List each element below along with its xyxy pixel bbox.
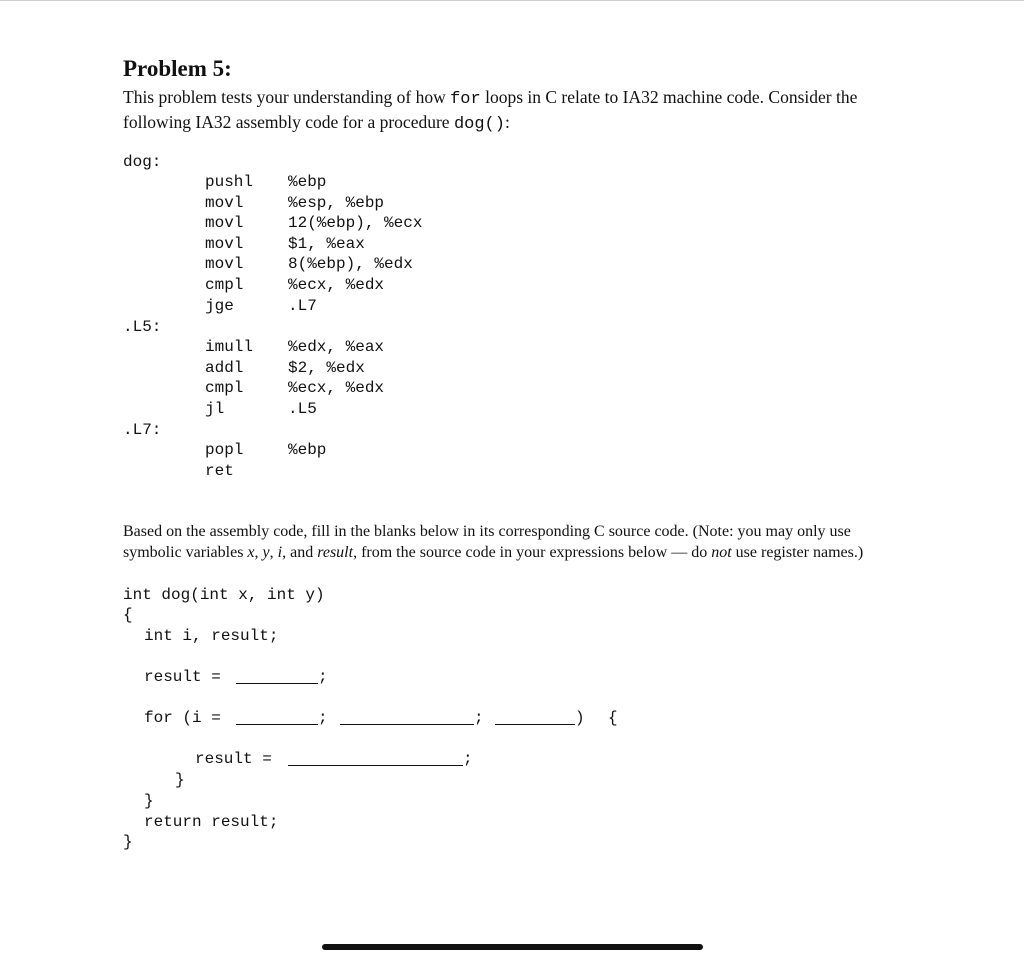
blank-result-init[interactable] bbox=[236, 683, 318, 684]
asm-arg: %ebp bbox=[288, 441, 327, 459]
problem-title: Problem 5: bbox=[123, 56, 232, 81]
semicolon: ; bbox=[463, 750, 473, 768]
top-divider bbox=[0, 0, 1024, 1]
intro-paragraph bbox=[123, 86, 943, 136]
asm-op: cmpl bbox=[205, 276, 244, 294]
asm-op: movl bbox=[205, 235, 244, 253]
blank-loop-body[interactable] bbox=[288, 765, 463, 766]
asm-op: movl bbox=[205, 255, 244, 273]
asm-arg: $1, %eax bbox=[288, 235, 365, 253]
for-paren-close: ) bbox=[575, 709, 585, 727]
open-brace: { bbox=[123, 606, 133, 624]
intro-text: loops in C relate to IA32 machine code. Consider the bbox=[480, 87, 858, 107]
asm-op: cmpl bbox=[205, 379, 244, 397]
note-text: symbolic variables bbox=[123, 544, 248, 561]
intro-text: : bbox=[504, 112, 510, 132]
asm-arg: %esp, %ebp bbox=[288, 194, 385, 212]
note-separator: , bbox=[269, 544, 278, 561]
semicolon: ; bbox=[318, 709, 328, 727]
result-init-label: result = bbox=[144, 668, 221, 686]
asm-op: movl bbox=[205, 214, 244, 232]
intro-text: This problem tests your understanding of how bbox=[123, 87, 451, 107]
asm-op: pushl bbox=[205, 173, 254, 191]
function-signature: int dog(int x, int y) bbox=[123, 586, 325, 604]
asm-label-l5: .L5: bbox=[123, 318, 162, 336]
note-separator: , bbox=[254, 544, 263, 561]
var-i: i bbox=[277, 544, 283, 561]
asm-arg: %ecx, %edx bbox=[288, 379, 385, 397]
home-indicator-bar[interactable] bbox=[322, 944, 703, 950]
asm-arg: $2, %edx bbox=[288, 359, 365, 377]
asm-label-dog: dog: bbox=[123, 153, 162, 171]
blank-for-update[interactable] bbox=[495, 724, 575, 725]
asm-op: movl bbox=[205, 194, 244, 212]
inner-close-brace: } bbox=[175, 771, 185, 789]
var-y: y bbox=[262, 544, 270, 561]
var-result: result bbox=[317, 544, 354, 561]
intro-code-for: for bbox=[450, 90, 481, 109]
semicolon: ; bbox=[318, 668, 328, 686]
asm-label-l7: .L7: bbox=[123, 421, 162, 439]
loop-body-label: result = bbox=[195, 750, 272, 768]
blank-for-init[interactable] bbox=[236, 724, 318, 725]
for-open-brace: { bbox=[608, 709, 618, 727]
note-text: Based on the assembly code, fill in the blanks below in its corresponding C source code. (Note: you may only use bbox=[123, 523, 851, 540]
return-statement: return result; bbox=[144, 813, 279, 831]
variable-declaration: int i, result; bbox=[144, 627, 279, 645]
asm-op: jge bbox=[205, 297, 234, 315]
var-x: x bbox=[247, 544, 255, 561]
asm-op: popl bbox=[205, 441, 244, 459]
intro-code-dog: dog() bbox=[453, 115, 505, 134]
asm-op: jl bbox=[205, 400, 225, 418]
asm-op: imull bbox=[205, 338, 254, 356]
note-text: , from the source code in your expressions below — do bbox=[353, 544, 712, 561]
asm-arg: .L7 bbox=[288, 297, 317, 315]
instructions-note bbox=[123, 521, 943, 563]
intro-text: following IA32 assembly code for a procedure bbox=[123, 112, 454, 132]
note-text: use register names.) bbox=[731, 544, 864, 561]
asm-op: addl bbox=[205, 359, 244, 377]
asm-arg: %ecx, %edx bbox=[288, 276, 385, 294]
blank-for-condition[interactable] bbox=[340, 724, 474, 725]
asm-arg: %edx, %eax bbox=[288, 338, 385, 356]
asm-arg: 12(%ebp), %ecx bbox=[288, 214, 423, 232]
note-text: , and bbox=[282, 544, 318, 561]
asm-arg: 8(%ebp), %edx bbox=[288, 255, 413, 273]
function-close-brace: } bbox=[123, 833, 133, 851]
asm-arg: .L5 bbox=[288, 400, 317, 418]
asm-arg: %ebp bbox=[288, 173, 327, 191]
emphasis-not: not bbox=[711, 544, 732, 561]
outer-close-brace: } bbox=[144, 792, 154, 810]
for-loop-start: for (i = bbox=[144, 709, 221, 727]
semicolon: ; bbox=[474, 709, 484, 727]
asm-op: ret bbox=[205, 462, 234, 480]
